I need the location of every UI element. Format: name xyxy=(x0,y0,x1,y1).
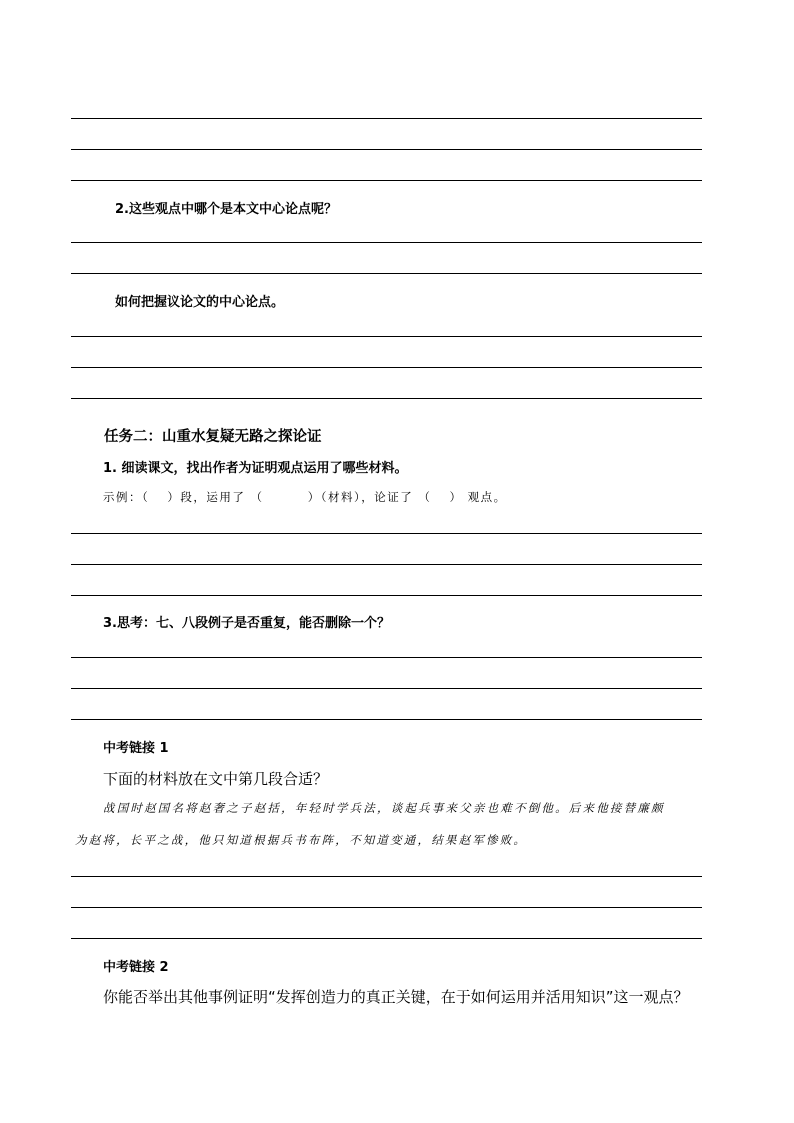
answer-line[interactable] xyxy=(71,118,702,119)
answer-line[interactable] xyxy=(71,907,702,908)
question-2: 2.这些观点中哪个是本文中心论点呢？ xyxy=(115,202,337,217)
answer-line[interactable] xyxy=(71,533,702,534)
link1-question: 下面的材料放在文中第几段合适？ xyxy=(103,770,329,788)
answer-line[interactable] xyxy=(71,595,702,596)
answer-line[interactable] xyxy=(71,564,702,565)
answer-line[interactable] xyxy=(71,688,702,689)
task2-question-3: 3.思考：七、八段例子是否重复，能否删除一个？ xyxy=(103,616,390,631)
link2-question: 你能否举出其他事例证明“发挥创造力的真正关键，在于如何运用并活用知识”这一观点？ xyxy=(103,988,689,1006)
answer-line[interactable] xyxy=(71,273,702,274)
task2-title: 任务二：山重水复疑无路之探论证 xyxy=(104,429,322,445)
answer-line[interactable] xyxy=(71,657,702,658)
link2-title: 中考链接 2 xyxy=(103,960,169,975)
answer-line[interactable] xyxy=(71,242,702,243)
answer-line[interactable] xyxy=(71,876,702,877)
task2-example: 示例：（ ）段，运用了 （ ）（材料），论证了 （ ） 观点。 xyxy=(103,490,507,504)
answer-line[interactable] xyxy=(71,149,702,150)
link1-material-line2: 为赵将，长平之战，他只知道根据兵书布阵，不知道变通，结果赵军惨败。 xyxy=(75,833,528,847)
central-argument-tip: 如何把握议论文的中心论点。 xyxy=(115,295,285,310)
answer-line[interactable] xyxy=(71,938,702,939)
answer-line[interactable] xyxy=(71,367,702,368)
answer-line[interactable] xyxy=(71,398,702,399)
link1-title: 中考链接 1 xyxy=(103,741,169,756)
answer-line[interactable] xyxy=(71,180,702,181)
answer-line[interactable] xyxy=(71,719,702,720)
link1-material-line1: 战国时赵国名将赵奢之子赵括，年轻时学兵法，谈起兵事来父亲也难不倒他。后来他接替廉颇 xyxy=(103,801,665,815)
answer-line[interactable] xyxy=(71,336,702,337)
task2-question-1: 1. 细读课文，找出作者为证明观点运用了哪些材料。 xyxy=(103,461,408,476)
